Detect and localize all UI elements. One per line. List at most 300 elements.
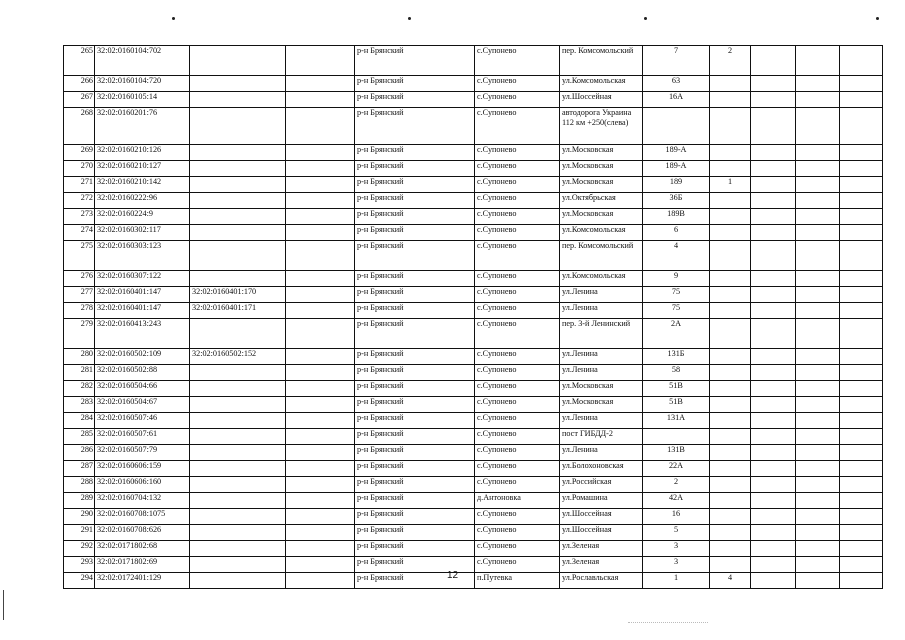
street-cell: ул.Зеленая [560, 541, 643, 557]
table-row [64, 92, 883, 108]
settlement-cell: с.Супонево [475, 303, 560, 319]
related-cadastral-number [190, 271, 286, 287]
cadastral-number: 32:02:0160504:67 [95, 397, 190, 413]
street-cell: ул.Российская [560, 477, 643, 493]
empty-cell [286, 525, 355, 541]
settlement-cell: с.Супонево [475, 429, 560, 445]
district-cell: р-н Брянский [355, 461, 475, 477]
district-cell: р-н Брянский [355, 225, 475, 241]
cadastral-number: 32:02:0160210:142 [95, 177, 190, 193]
empty-cell [796, 177, 840, 193]
empty-cell [796, 108, 840, 145]
related-cadastral-number [190, 92, 286, 108]
house-number-cell: 7 [643, 46, 710, 76]
cadastral-number: 32:02:0160507:79 [95, 445, 190, 461]
empty-cell [840, 241, 883, 271]
building-number-cell: 1 [710, 177, 751, 193]
house-number-cell: 16А [643, 92, 710, 108]
table-row [64, 413, 883, 429]
empty-cell [286, 209, 355, 225]
street-cell: ул.Ленина [560, 413, 643, 429]
empty-cell [286, 76, 355, 92]
table-row [64, 287, 883, 303]
settlement-cell: с.Супонево [475, 381, 560, 397]
building-number-cell [710, 209, 751, 225]
empty-cell [796, 241, 840, 271]
house-number-cell: 131Б [643, 349, 710, 365]
row-number: 269 [64, 145, 95, 161]
district-cell: р-н Брянский [355, 303, 475, 319]
settlement-cell: с.Супонево [475, 445, 560, 461]
house-number-cell: 5 [643, 525, 710, 541]
empty-cell [796, 445, 840, 461]
empty-cell [751, 349, 796, 365]
house-number-cell: 131В [643, 445, 710, 461]
empty-cell [840, 349, 883, 365]
street-cell: ул.Московская [560, 381, 643, 397]
district-cell: р-н Брянский [355, 365, 475, 381]
empty-cell [840, 541, 883, 557]
related-cadastral-number [190, 477, 286, 493]
empty-cell [796, 397, 840, 413]
table-row [64, 349, 883, 365]
row-number: 270 [64, 161, 95, 177]
building-number-cell [710, 445, 751, 461]
table-row [64, 381, 883, 397]
building-number-cell [710, 319, 751, 349]
district-cell: р-н Брянский [355, 177, 475, 193]
row-number: 276 [64, 271, 95, 287]
empty-cell [796, 225, 840, 241]
settlement-cell: с.Супонево [475, 525, 560, 541]
street-cell: пер. Комсомольский [560, 46, 643, 76]
district-cell: р-н Брянский [355, 445, 475, 461]
empty-cell [751, 161, 796, 177]
related-cadastral-number [190, 108, 286, 145]
building-number-cell [710, 509, 751, 525]
house-number-cell: 9 [643, 271, 710, 287]
empty-cell [840, 303, 883, 319]
building-number-cell: 2 [710, 46, 751, 76]
settlement-cell: с.Супонево [475, 145, 560, 161]
row-number: 268 [64, 108, 95, 145]
street-cell: ул.Московская [560, 145, 643, 161]
empty-cell [286, 365, 355, 381]
empty-cell [840, 493, 883, 509]
settlement-cell: с.Супонево [475, 225, 560, 241]
empty-cell [286, 241, 355, 271]
settlement-cell: с.Супонево [475, 319, 560, 349]
empty-cell [796, 525, 840, 541]
cadastral-number: 32:02:0160303:123 [95, 241, 190, 271]
street-cell: ул.Шоссейная [560, 92, 643, 108]
cadastral-number: 32:02:0160104:702 [95, 46, 190, 76]
cadastral-number: 32:02:0160104:720 [95, 76, 190, 92]
building-number-cell [710, 193, 751, 209]
house-number-cell: 131А [643, 413, 710, 429]
settlement-cell: с.Супонево [475, 161, 560, 177]
house-number-cell: 6 [643, 225, 710, 241]
row-number: 290 [64, 509, 95, 525]
row-number: 288 [64, 477, 95, 493]
district-cell: р-н Брянский [355, 161, 475, 177]
house-number-cell [643, 429, 710, 445]
page-number: 12 [446, 570, 459, 581]
house-number-cell: 42А [643, 493, 710, 509]
house-number-cell: 75 [643, 287, 710, 303]
related-cadastral-number [190, 429, 286, 445]
row-number: 277 [64, 287, 95, 303]
table-row [64, 271, 883, 287]
cadastral-number: 32:02:0160704:132 [95, 493, 190, 509]
cadastral-number: 32:02:0160210:126 [95, 145, 190, 161]
empty-cell [796, 209, 840, 225]
house-number-cell: 2 [643, 477, 710, 493]
row-number: 279 [64, 319, 95, 349]
empty-cell [751, 429, 796, 445]
table-row [64, 509, 883, 525]
empty-cell [751, 225, 796, 241]
building-number-cell [710, 525, 751, 541]
empty-cell [751, 477, 796, 493]
empty-cell [751, 381, 796, 397]
table-row [64, 493, 883, 509]
related-cadastral-number [190, 381, 286, 397]
empty-cell [840, 46, 883, 76]
building-number-cell [710, 76, 751, 92]
cadastral-number: 32:02:0160507:46 [95, 413, 190, 429]
row-number: 291 [64, 525, 95, 541]
related-cadastral-number [190, 461, 286, 477]
empty-cell [751, 76, 796, 92]
empty-cell [840, 108, 883, 145]
table-row [64, 541, 883, 557]
district-cell: р-н Брянский [355, 76, 475, 92]
settlement-cell: с.Супонево [475, 46, 560, 76]
related-cadastral-number [190, 319, 286, 349]
building-number-cell [710, 541, 751, 557]
house-number-cell: 3 [643, 557, 710, 573]
street-cell: ул.Шоссейная [560, 525, 643, 541]
district-cell: р-н Брянский [355, 319, 475, 349]
empty-cell [751, 92, 796, 108]
empty-cell [751, 287, 796, 303]
settlement-cell: с.Супонево [475, 108, 560, 145]
cadastral-number: 32:02:0160210:127 [95, 161, 190, 177]
building-number-cell [710, 397, 751, 413]
house-number-cell: 75 [643, 303, 710, 319]
house-number-cell: 189-А [643, 161, 710, 177]
row-number: 266 [64, 76, 95, 92]
district-cell: р-н Брянский [355, 271, 475, 287]
street-cell: ул.Ленина [560, 303, 643, 319]
district-cell: р-н Брянский [355, 145, 475, 161]
row-number: 294 [64, 573, 95, 589]
table-row [64, 365, 883, 381]
building-number-cell [710, 161, 751, 177]
settlement-cell: с.Супонево [475, 241, 560, 271]
empty-cell [751, 525, 796, 541]
empty-cell [286, 381, 355, 397]
row-number: 278 [64, 303, 95, 319]
table-row [64, 525, 883, 541]
empty-cell [751, 193, 796, 209]
row-number: 272 [64, 193, 95, 209]
cadastral-number: 32:02:0160502:109 [95, 349, 190, 365]
cadastral-number: 32:02:0160224:9 [95, 209, 190, 225]
district-cell: р-н Брянский [355, 381, 475, 397]
row-number: 285 [64, 429, 95, 445]
district-cell: р-н Брянский [355, 573, 475, 589]
related-cadastral-number [190, 241, 286, 271]
street-cell: ул.Московская [560, 397, 643, 413]
cadastral-number: 32:02:0160222:96 [95, 193, 190, 209]
empty-cell [840, 92, 883, 108]
empty-cell [796, 349, 840, 365]
street-cell: ул.Болохоновская [560, 461, 643, 477]
street-cell: ул.Комсомольская [560, 225, 643, 241]
row-number: 275 [64, 241, 95, 271]
empty-cell [751, 177, 796, 193]
related-cadastral-number [190, 525, 286, 541]
empty-cell [796, 413, 840, 429]
empty-cell [796, 303, 840, 319]
empty-cell [796, 46, 840, 76]
cadastral-number: 32:02:0160413:243 [95, 319, 190, 349]
scan-dot [644, 17, 647, 20]
empty-cell [840, 429, 883, 445]
building-number-cell [710, 429, 751, 445]
cadastral-number: 32:02:0160307:122 [95, 271, 190, 287]
empty-cell [840, 76, 883, 92]
row-number: 289 [64, 493, 95, 509]
street-cell: ул.Шоссейная [560, 509, 643, 525]
table-row [64, 177, 883, 193]
row-number: 287 [64, 461, 95, 477]
house-number-cell: 16 [643, 509, 710, 525]
table-row [64, 108, 883, 145]
cadastral-number: 32:02:0172401:129 [95, 573, 190, 589]
settlement-cell: с.Супонево [475, 397, 560, 413]
district-cell: р-н Брянский [355, 108, 475, 145]
registry-table [63, 45, 883, 589]
cadastral-number: 32:02:0160502:88 [95, 365, 190, 381]
empty-cell [286, 349, 355, 365]
cadastral-number: 32:02:0160708:626 [95, 525, 190, 541]
empty-cell [286, 46, 355, 76]
empty-cell [840, 145, 883, 161]
empty-cell [796, 509, 840, 525]
district-cell: р-н Брянский [355, 287, 475, 303]
district-cell: р-н Брянский [355, 493, 475, 509]
empty-cell [286, 509, 355, 525]
street-cell: ул.Ленина [560, 365, 643, 381]
empty-cell [796, 193, 840, 209]
settlement-cell: с.Супонево [475, 76, 560, 92]
empty-cell [796, 271, 840, 287]
table-row [64, 76, 883, 92]
empty-cell [840, 177, 883, 193]
related-cadastral-number [190, 193, 286, 209]
row-number: 273 [64, 209, 95, 225]
table-row [64, 477, 883, 493]
empty-cell [840, 461, 883, 477]
empty-cell [751, 209, 796, 225]
row-number: 283 [64, 397, 95, 413]
row-number: 292 [64, 541, 95, 557]
empty-cell [796, 161, 840, 177]
empty-cell [286, 225, 355, 241]
empty-cell [840, 365, 883, 381]
district-cell: р-н Брянский [355, 525, 475, 541]
house-number-cell: 189В [643, 209, 710, 225]
district-cell: р-н Брянский [355, 209, 475, 225]
empty-cell [751, 319, 796, 349]
table-row [64, 397, 883, 413]
empty-cell [286, 493, 355, 509]
building-number-cell [710, 477, 751, 493]
cadastral-number: 32:02:0160606:160 [95, 477, 190, 493]
empty-cell [796, 541, 840, 557]
table-row [64, 145, 883, 161]
row-number: 271 [64, 177, 95, 193]
empty-cell [286, 445, 355, 461]
row-number: 281 [64, 365, 95, 381]
empty-cell [286, 413, 355, 429]
building-number-cell [710, 287, 751, 303]
empty-cell [840, 209, 883, 225]
building-number-cell [710, 365, 751, 381]
district-cell: р-н Брянский [355, 397, 475, 413]
building-number-cell [710, 493, 751, 509]
empty-cell [286, 541, 355, 557]
street-cell: ул.Московская [560, 177, 643, 193]
cadastral-number: 32:02:0160401:147 [95, 287, 190, 303]
building-number-cell [710, 145, 751, 161]
building-number-cell [710, 108, 751, 145]
house-number-cell: 58 [643, 365, 710, 381]
settlement-cell: с.Супонево [475, 541, 560, 557]
street-cell: ул.Ленина [560, 349, 643, 365]
table-row [64, 241, 883, 271]
table-row [64, 445, 883, 461]
table-row [64, 461, 883, 477]
house-number-cell: 2А [643, 319, 710, 349]
cadastral-number: 32:02:0171802:69 [95, 557, 190, 573]
empty-cell [751, 241, 796, 271]
related-cadastral-number: 32:02:0160401:170 [190, 287, 286, 303]
empty-cell [751, 46, 796, 76]
empty-cell [796, 477, 840, 493]
row-number: 265 [64, 46, 95, 76]
cadastral-number: 32:02:0160302:117 [95, 225, 190, 241]
building-number-cell [710, 381, 751, 397]
related-cadastral-number [190, 145, 286, 161]
street-cell: ул.Комсомольская [560, 271, 643, 287]
row-number: 274 [64, 225, 95, 241]
settlement-cell: с.Супонево [475, 349, 560, 365]
empty-cell [796, 92, 840, 108]
empty-cell [286, 477, 355, 493]
empty-cell [796, 365, 840, 381]
empty-cell [751, 509, 796, 525]
related-cadastral-number [190, 397, 286, 413]
district-cell: р-н Брянский [355, 241, 475, 271]
settlement-cell: с.Супонево [475, 193, 560, 209]
settlement-cell: с.Супонево [475, 509, 560, 525]
table-row [64, 161, 883, 177]
district-cell: р-н Брянский [355, 429, 475, 445]
empty-cell [796, 76, 840, 92]
empty-cell [286, 303, 355, 319]
building-number-cell [710, 349, 751, 365]
street-cell: ул.Ленина [560, 287, 643, 303]
building-number-cell [710, 413, 751, 429]
building-number-cell [710, 461, 751, 477]
empty-cell [840, 381, 883, 397]
related-cadastral-number [190, 541, 286, 557]
building-number-cell [710, 271, 751, 287]
empty-cell [286, 429, 355, 445]
street-cell: пер. Комсомольский [560, 241, 643, 271]
house-number-cell: 3 [643, 541, 710, 557]
related-cadastral-number: 32:02:0160401:171 [190, 303, 286, 319]
registry-table-wrapper [63, 45, 883, 589]
district-cell: р-н Брянский [355, 413, 475, 429]
empty-cell [286, 92, 355, 108]
house-number-cell: 1 [643, 573, 710, 589]
street-cell: ул.Октябрьская [560, 193, 643, 209]
cadastral-number: 32:02:0160201:76 [95, 108, 190, 145]
empty-cell [840, 397, 883, 413]
house-number-cell: 63 [643, 76, 710, 92]
street-cell: ул.Рославльская [560, 573, 643, 589]
related-cadastral-number [190, 509, 286, 525]
empty-cell [751, 397, 796, 413]
empty-cell [751, 541, 796, 557]
related-cadastral-number [190, 445, 286, 461]
cadastral-number: 32:02:0171802:68 [95, 541, 190, 557]
cadastral-number: 32:02:0160708:1075 [95, 509, 190, 525]
table-row [64, 46, 883, 76]
related-cadastral-number [190, 161, 286, 177]
district-cell: р-н Брянский [355, 193, 475, 209]
related-cadastral-number: 32:02:0160502:152 [190, 349, 286, 365]
row-number: 286 [64, 445, 95, 461]
cadastral-number: 32:02:0160504:66 [95, 381, 190, 397]
house-number-cell: 36Б [643, 193, 710, 209]
settlement-cell: с.Супонево [475, 271, 560, 287]
empty-cell [751, 303, 796, 319]
street-cell: ул.Зеленая [560, 557, 643, 573]
empty-cell [796, 461, 840, 477]
empty-cell [840, 287, 883, 303]
related-cadastral-number [190, 225, 286, 241]
table-row [64, 225, 883, 241]
empty-cell [840, 477, 883, 493]
row-number: 280 [64, 349, 95, 365]
house-number-cell: 189 [643, 177, 710, 193]
building-number-cell [710, 92, 751, 108]
street-cell: автодорога Украина 112 км +250(слева) [560, 108, 643, 145]
empty-cell [286, 108, 355, 145]
scan-dotted-line [628, 622, 708, 624]
house-number-cell: 4 [643, 241, 710, 271]
district-cell: р-н Брянский [355, 509, 475, 525]
empty-cell [751, 493, 796, 509]
related-cadastral-number [190, 76, 286, 92]
empty-cell [286, 177, 355, 193]
